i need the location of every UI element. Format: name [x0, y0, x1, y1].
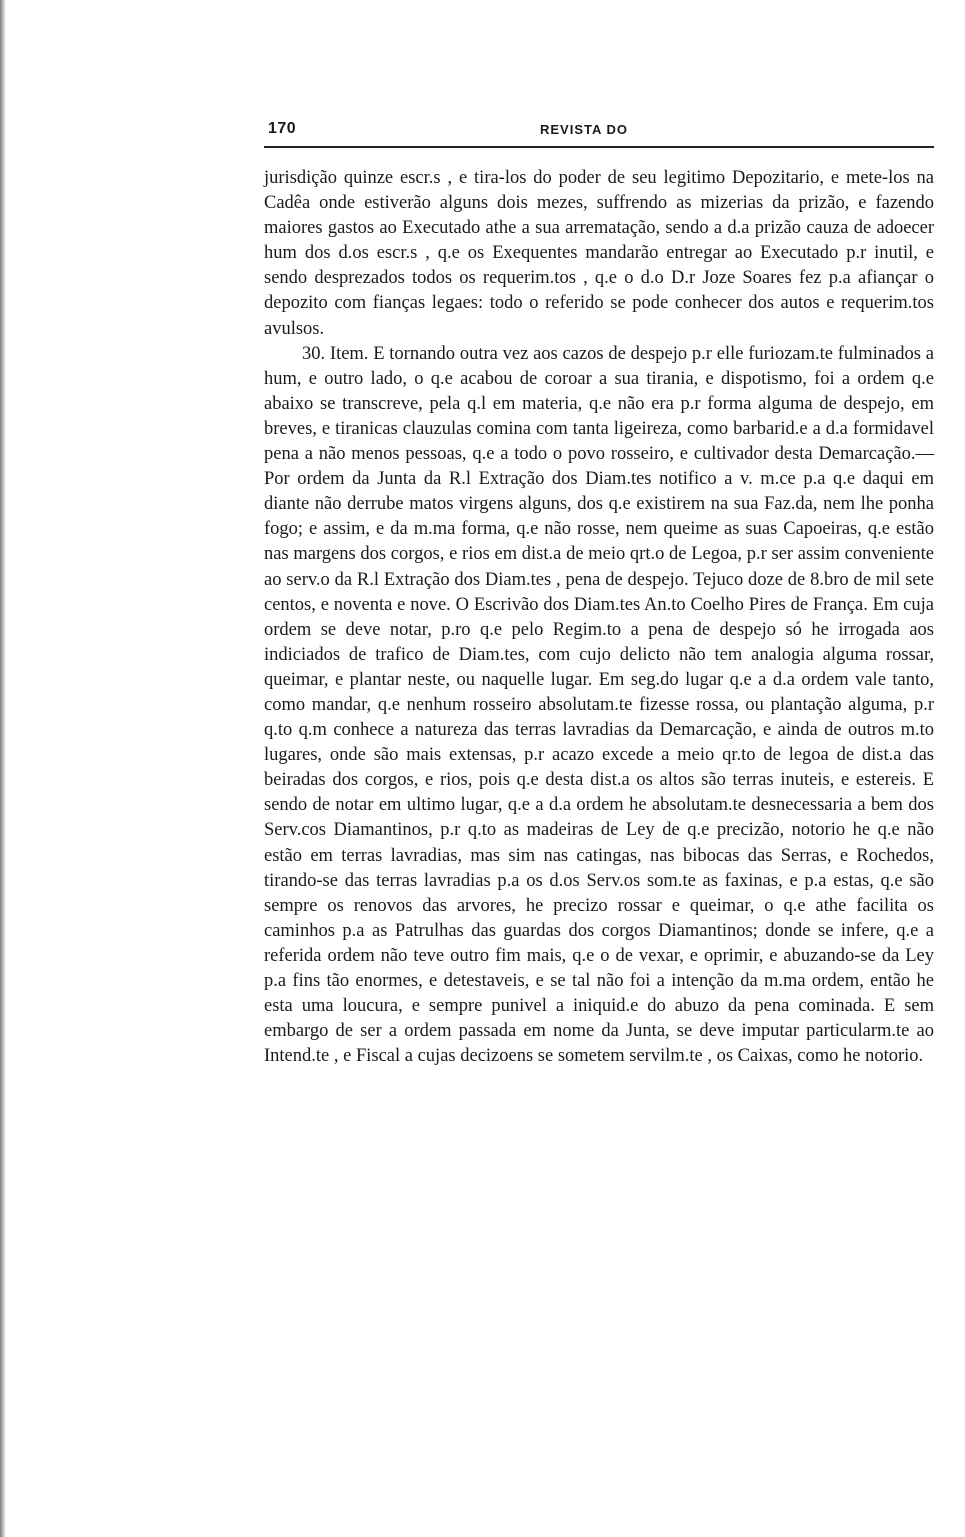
running-header: [264, 118, 934, 148]
paragraph-continuation: jurisdição quinze escr.s , e tira-los do poder de seu legitimo Depozitario, e mete-los na Cadêa onde estiverão alguns dois mezes, suffrendo as mizerias da prizão, e fazendo maiores gastos ao Executado athe a sua arrematação, sendo a d.a prizão cauza de adoecer hum dos d.os escr.s , q.e os Exequentes mandarão entregar ao Executado p.r inutil, e sendo desprezados todos os requerim.tos , q.e o d.o D.r Joze Soares fez p.a afiançar o depozito com fianças legaes: todo o referido se pode conhecer dos autos e requerim.tos avulsos.: [264, 168, 934, 339]
paragraph-item-30: 30. Item. E tornando outra vez aos cazos de despejo p.r elle furiozam.te fulminados a hum, e outro lado, o q.e acabou de coroar a sua tirania, e dispotismo, foi a ordem q.e abaixo se transcreve, pela q.l em materia, q.e não era p.r forma alguma de despejo, em breves, e tiranicas clauzulas comina com tanta ligeireza, como barbarid.e a d.a formidavel pena a não menos pessoas, q.e a todo o povo rosseiro, e cultivador desta Demarcação.—Por ordem da Junta da R.l Extração dos Diam.tes notifico a v. m.ce p.a q.e daqui em diante não derrube matos virgens alguns, dos q.e existirem na sua Faz.da, nem lhe ponha fogo; e assim, e da m.ma forma, q.e não rosse, nem queime as suas Capoeiras, q.e estão nas margens dos corgos, e rios em dist.a de meio qrt.o de Legoa, p.r ser assim conveniente ao serv.o da R.l Extração dos Diam.tes , pena de despejo. Tejuco doze de 8.bro de mil sete centos, e noventa e nove. O Escrivão dos Diam.tes An.to Coelho Pires de França. Em cuja ordem se deve notar, p.ro q.e pelo Regim.to a pena de despejo só he irrogada aos indiciados de trafico de Diam.tes, com cujo delicto não tem analogia alguma rossar, queimar, e plantar neste, ou naquelle lugar. Em seg.do lugar q.e a d.a ordem vale tanto, como mandar, q.e nenhum rosseiro absolutam.te fizesse rossa, ou plantação alguma, p.r q.to q.m conhece a natureza das terras lavradias da Demarcação, e ainda de outros m.to lugares, onde são mais extensas, p.r acazo excede a meio qr.to de legoa de dist.a das beiradas dos corgos, e rios, pois q.e desta dist.a os altos são terras inuteis, e estereis. E sendo de notar em ultimo lugar, q.e a d.a ordem he absolutam.te desnecessaria a bem dos Serv.cos Diamantinos, p.r q.to as madeiras de Ley de q.e precizão, notorio he q.e não estão em terras lavradias, mas sim nas catingas, nas bibocas das Serras, e Rochedos, tirando-se das terras lavradias p.a os d.os Serv.os som.te as faxinas, e p.a estas, q.e são sempre os renovos das arvores, he precizo rossar e queimar, o q.e athe facilita os caminhos p.a as Patrulhas das guardas dos corgos Diamantinos; donde se infere, q.e a referida ordem não teve outro fim mais, q.e o de vexar, e oprimir, e abuzando-se da Ley p.a fins tão enormes, e detestaveis, e se tal não foi a intenção da m.ma ordem, então he esta uma loucura, e sempre punivel a iniquid.e do abuzo da pena cominada. E sem embargo de ser a ordem passada em nome da Junta, se deve imputar particularm.te ao Intend.te , e Fiscal a cujas decizoens se sometem servilm.te , os Caixas, como he notorio.: [264, 343, 934, 1067]
running-header-title: REVISTA DO: [540, 122, 629, 137]
book-page: [264, 118, 934, 1069]
page-number: 170: [268, 120, 297, 137]
page-binding-edge: [0, 0, 6, 1537]
body-text: [264, 166, 934, 1069]
